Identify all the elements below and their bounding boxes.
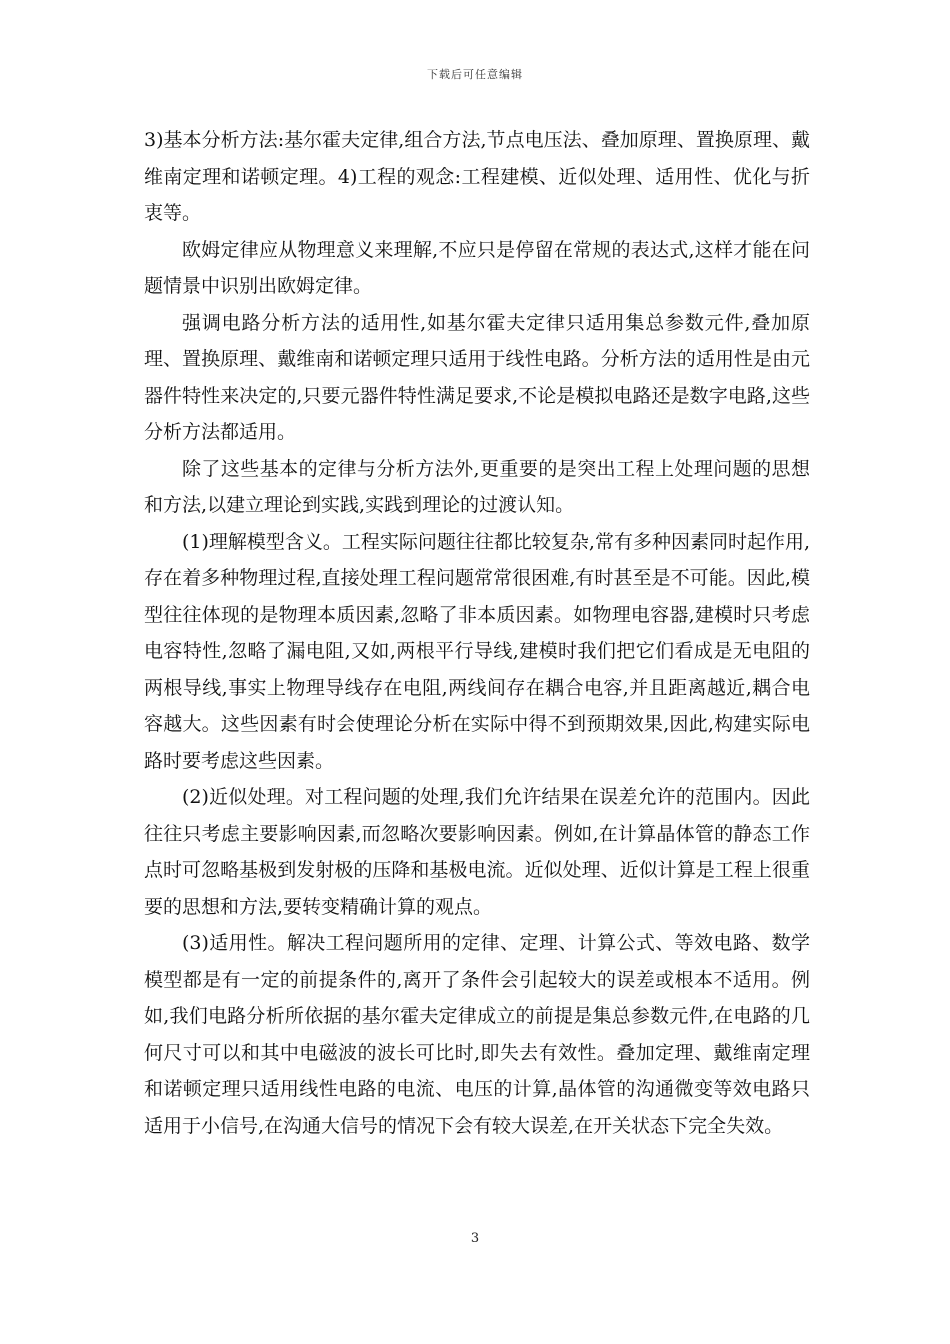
- paragraph-basic-methods: 3)基本分析方法:基尔霍夫定律,组合方法,节点电压法、叠加原理、置换原理、戴维南定理和诺顿定理。4)工程的观念:工程建模、近似处理、适用性、优化与折衷等。: [144, 129, 810, 224]
- paragraph-approximation: (2)近似处理。对工程问题的处理,我们允许结果在误差允许的范围内。因此往往只考虑主要影响因素,而忽略次要影响因素。例如,在计算晶体管的静态工作点时可忽略基极到发射极的压降和基极电流。近似处理、近似计算是工程上很重要的思想和方法,要转变精确计算的观点。: [144, 786, 810, 918]
- page-header-note: 下载后可任意编辑: [427, 68, 523, 81]
- page-number: 3: [470, 1231, 480, 1246]
- paragraph-applicability-emphasis: 强调电路分析方法的适用性,如基尔霍夫定律只适用集总参数元件,叠加原理、置换原理、戴维南和诺顿定理只适用于线性电路。分析方法的适用性是由元器件特性来决定的,只要元器件特性满足要求,不论是模拟电路还是数字电路,这些分析方法都适用。: [144, 311, 810, 443]
- paragraph-engineering-thinking: 除了这些基本的定律与分析方法外,更重要的是突出工程上处理问题的思想和方法,以建立理论到实践,实践到理论的过渡认知。: [144, 457, 810, 516]
- paragraph-ohms-law: 欧姆定律应从物理意义来理解,不应只是停留在常规的表达式,这样才能在问题情景中识别出欧姆定律。: [144, 238, 810, 297]
- body-text: [144, 122, 810, 1144]
- paragraph-applicability: (3)适用性。解决工程问题所用的定律、定理、计算公式、等效电路、数学模型都是有一定的前提条件的,离开了条件会引起较大的误差或根本不适用。例如,我们电路分析所依据的基尔霍夫定律成立的前提是集总参数元件,在电路的几何尺寸可以和其中电磁波的波长可比时,即失去有效性。叠加定理、戴维南定理和诺顿定理只适用线性电路的电流、电压的计算,晶体管的沟通微变等效电路只适用于小信号,在沟通大信号的情况下会有较大误差,在开关状态下完全失效。: [144, 932, 810, 1137]
- paragraph-model-meaning: (1)理解模型含义。工程实际问题往往都比较复杂,常有多种因素同时起作用,存在着多种物理过程,直接处理工程问题常常很困难,有时甚至是不可能。因此,模型往往体现的是物理本质因素,忽略了非本质因素。如物理电容器,建模时只考虑电容特性,忽略了漏电阻,又如,两根平行导线,建模时我们把它们看成是无电阻的两根导线,事实上物理导线存在电阻,两线间存在耦合电容,并且距离越近,耦合电容越大。这些因素有时会使理论分析在实际中得不到预期效果,因此,构建实际电路时要考虑这些因素。: [144, 530, 810, 772]
